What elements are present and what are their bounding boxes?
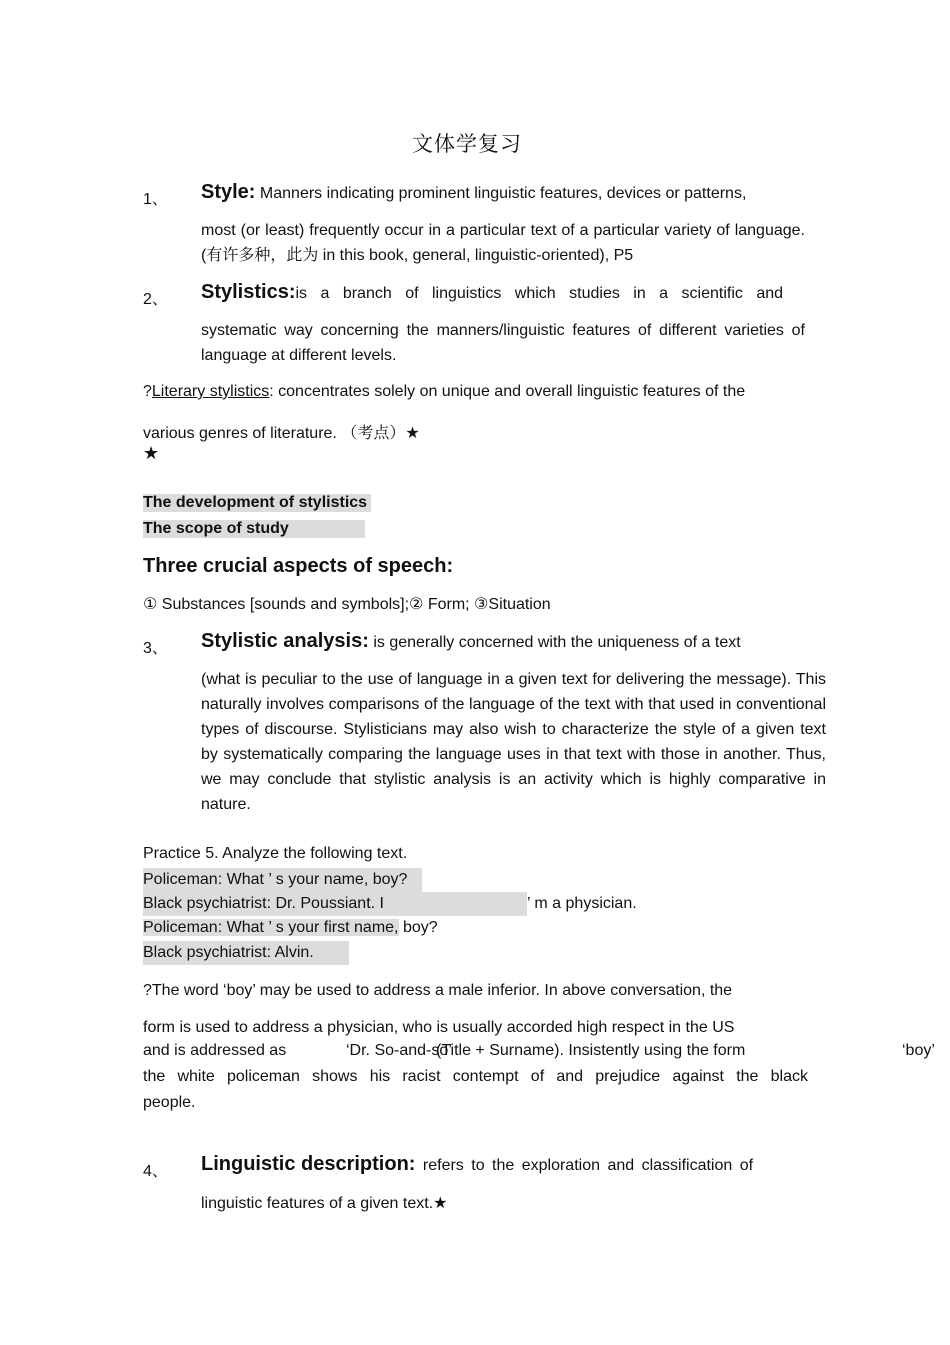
dialogue-line-3-speaker: Policeman: What ’ s your first name,: [143, 919, 399, 936]
dialogue-line-3: [143, 916, 438, 940]
literary-stylistics-line: [143, 383, 745, 401]
analysis-line-5: people.: [143, 1094, 196, 1111]
analysis-line-1: [143, 982, 732, 1000]
stylistics-term: Stylistics:: [201, 281, 296, 303]
linguistic-description-term: Linguistic description:: [201, 1153, 416, 1175]
dialogue-line-4: Black psychiatrist: Alvin.: [143, 941, 349, 965]
stylistic-analysis-rest: (what is peculiar to the use of language in a given text for delivering the message). This naturally involves comparisons of the language of the text with that used in conventional types of discourse. Stylisticians may also wish to characterize the style of a given text by systematically comparing the language uses in that text with those in another. Thus, we may conclude that stylistic analysis is an activity which is highly comparative in nature.: [201, 671, 826, 813]
literary-stylistics-term: Literary stylistics: [151, 383, 270, 400]
style-definition-start: Manners indicating prominent linguistic features, devices or patterns,: [255, 185, 747, 202]
aspects-list: ① Substances [sounds and symbols];② Form; ③Situation: [143, 596, 551, 613]
analysis-line-3a: and is addressed as: [143, 1042, 287, 1059]
question-mark-bullet: ?: [143, 383, 152, 400]
item-number-2: 2、: [143, 291, 168, 308]
stylistics-definition-start: is a branch of linguistics which studies in a scientific and: [295, 285, 784, 302]
stylistic-analysis-term: Stylistic analysis:: [201, 630, 369, 652]
dialogue-line-2-end: ’ m a physician.: [527, 895, 637, 912]
style-definition-rest: most (or least) frequently occur in a particular text of a particular variety of language. (有许多种，此为 in this book, general, linguistic-oriented), P5: [201, 222, 805, 264]
stylistics-definition-rest: systematic way concerning the manners/linguistic features of different varieties of language at different levels.: [201, 322, 805, 364]
literary-stylistics-definition: : concentrates solely on unique and overall linguistic features of the: [269, 383, 746, 400]
stylistic-analysis-start: is generally concerned with the uniqueness of a text: [368, 634, 741, 651]
item-number-3: 3、: [143, 640, 168, 657]
linguistic-description-first-line: [201, 1153, 753, 1176]
stylistics-definition-first-line: [201, 281, 805, 304]
linguistic-description-rest: linguistic features of a given text.★: [201, 1195, 448, 1212]
dialogue-line-1: Policeman: What ’ s your name, boy?: [143, 868, 422, 892]
question-mark-bullet: ?: [143, 982, 152, 999]
style-term: Style:: [201, 181, 256, 203]
item-number-4: 4、: [143, 1163, 168, 1180]
stylistic-analysis-first-line: [201, 630, 741, 653]
heading-aspects: Three crucial aspects of speech:: [143, 555, 454, 577]
item-number-1: 1、: [143, 191, 168, 208]
star-icon: ★: [143, 443, 160, 463]
style-definition-first-line: [201, 181, 746, 204]
heading-development: The development of stylistics: [143, 494, 371, 512]
analysis-line-3d: ‘boy’: [902, 1042, 935, 1059]
analysis-line-1-text: The word ‘boy’ may be used to address a male inferior. In above conversation, the: [151, 982, 733, 999]
practice-heading: Practice 5. Analyze the following text.: [143, 845, 408, 862]
page-title: 文体学复习: [412, 132, 522, 156]
analysis-line-4: the white policeman shows his racist contempt of and prejudice against the black: [143, 1068, 808, 1085]
analysis-line-2: form is used to address a physician, who is usually accorded high respect in the US: [143, 1019, 735, 1036]
literary-stylistics-line-2: various genres of literature. （考点）★: [143, 425, 420, 442]
linguistic-description-start: refers to the exploration and classification of: [415, 1157, 754, 1174]
analysis-line-3b: ‘Dr. So-and-so’: [346, 1042, 452, 1059]
dialogue-line-2: [143, 892, 637, 916]
analysis-line-3c: (Title + Surname). Insistently using the form: [436, 1042, 746, 1059]
heading-scope: The scope of study: [143, 520, 365, 538]
dialogue-line-3-end: boy?: [398, 919, 438, 936]
dialogue-line-2-speaker: Black psychiatrist: Dr. Poussiant. I: [143, 892, 527, 916]
